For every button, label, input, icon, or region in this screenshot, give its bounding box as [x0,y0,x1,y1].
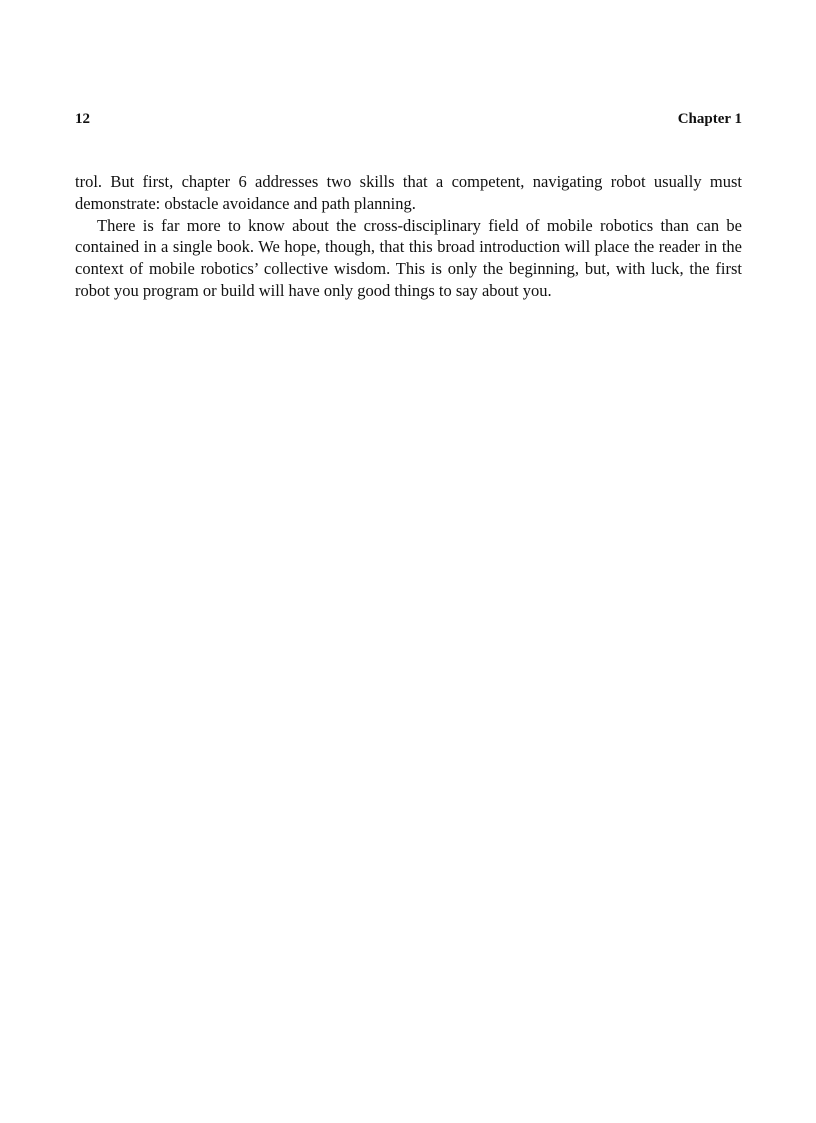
paragraph-continuation: trol. But first, chapter 6 addresses two skills that a competent, navigating robot usually must demonstrate: obstacle avoidance and path planning. [75,172,742,213]
paragraph-closing: There is far more to know about the cross-disciplinary field of mobile robotics than can be contained in a single book. We hope, though, that this broad introduction will place the reader in the context of mobile robotics’ collective wisdom. This is only the beginning, but, with luck, the first robot you program or build will have only good things to say about you. [75,215,742,300]
chapter-label: Chapter 1 [677,111,742,127]
page-number: 12 [75,111,90,127]
body-text [75,171,742,302]
running-header [75,109,742,129]
